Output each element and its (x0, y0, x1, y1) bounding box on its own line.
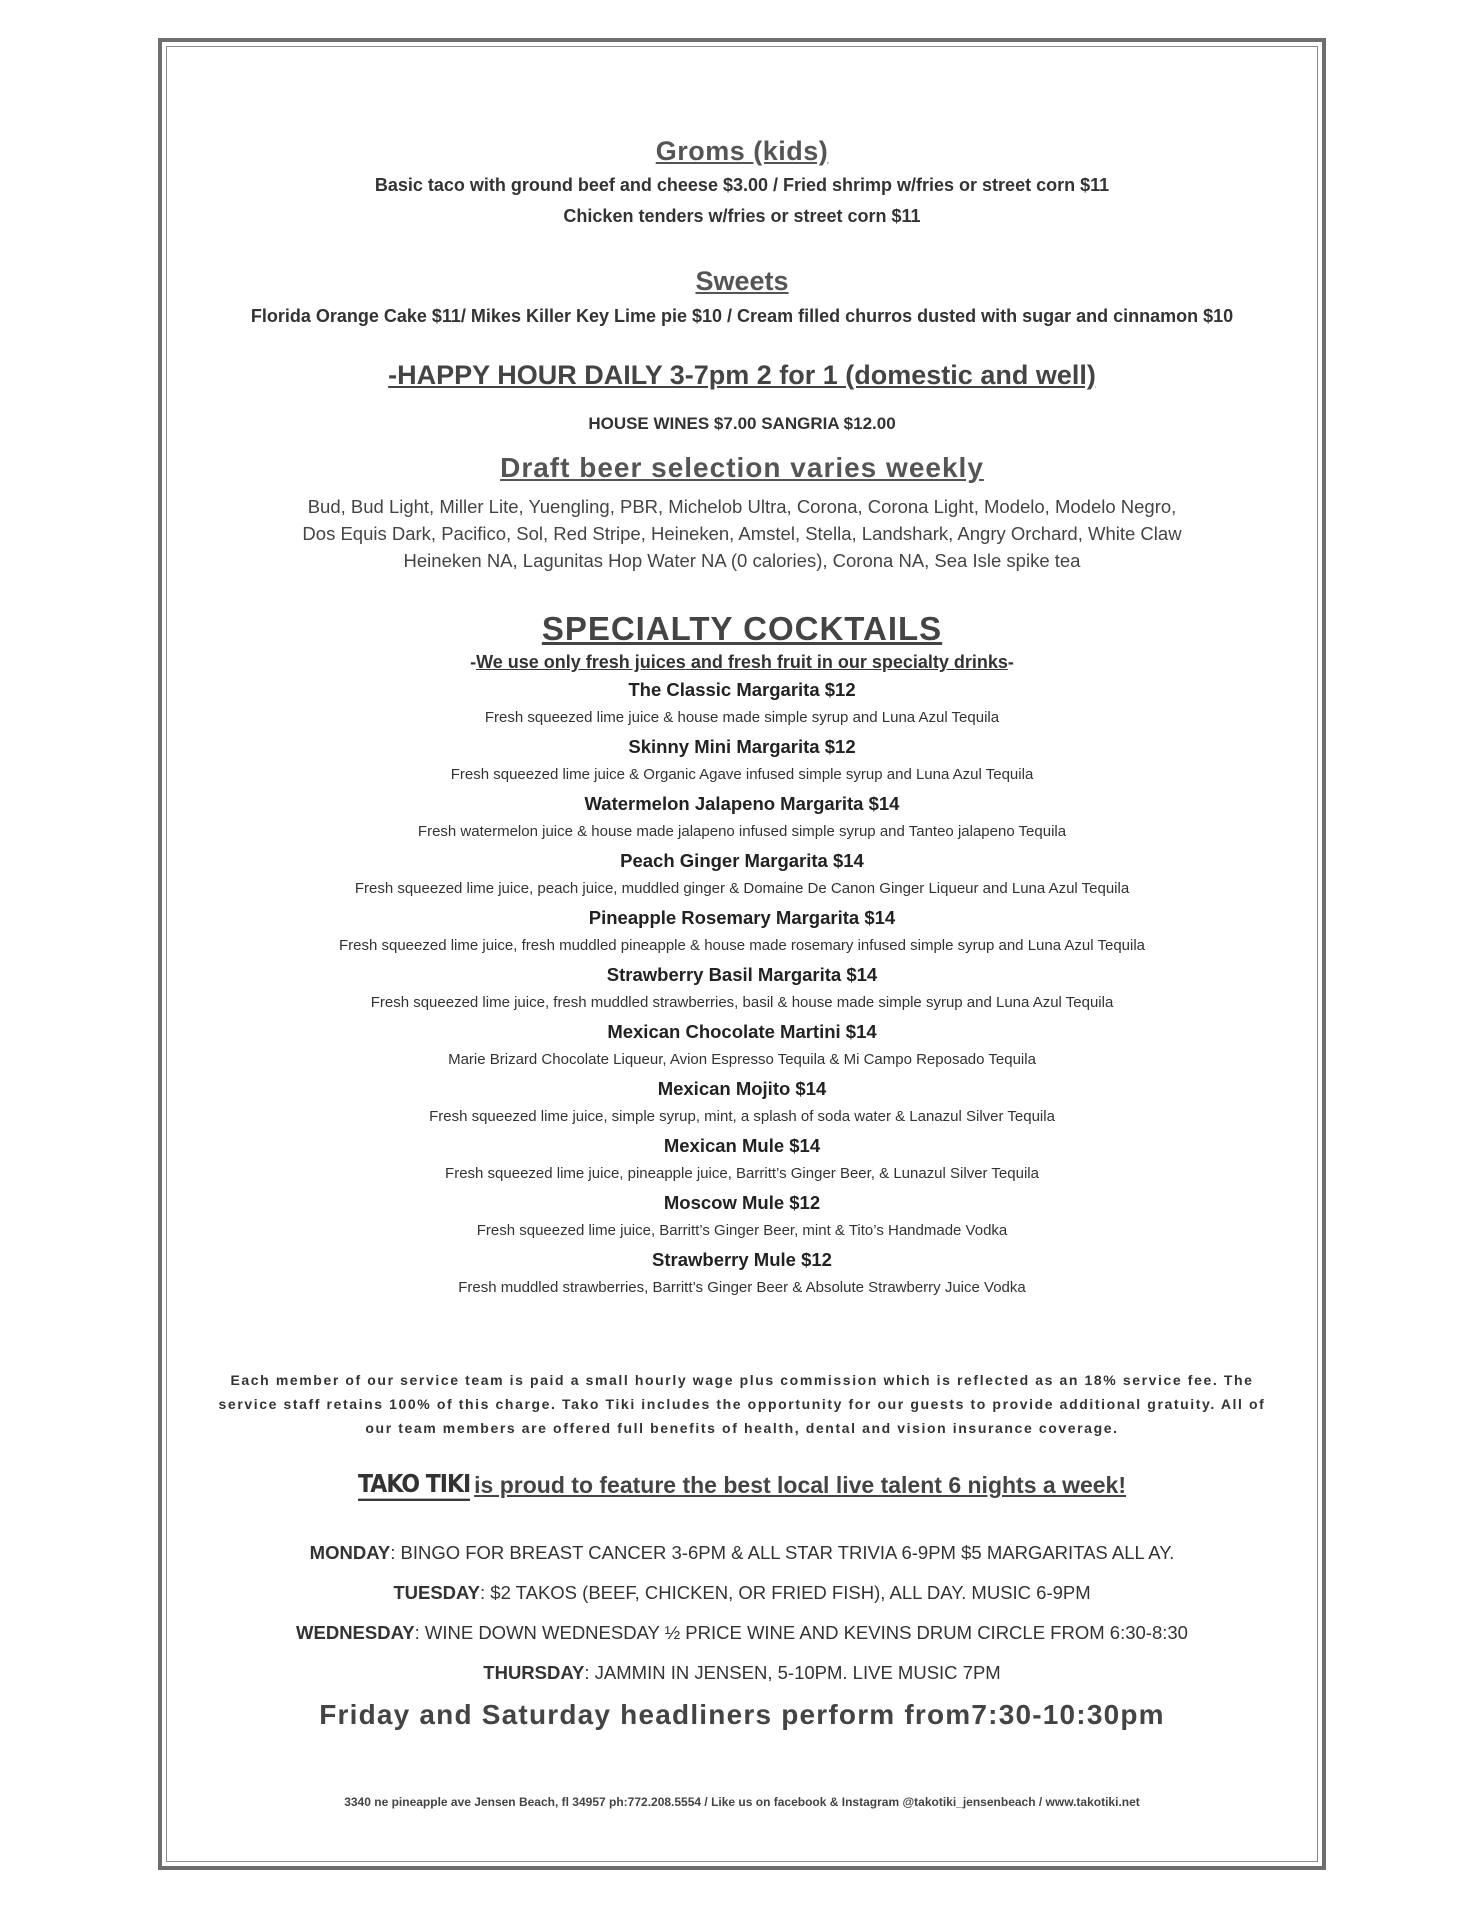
cocktail-name: Mexican Mojito $14 (657, 1078, 827, 1099)
cocktail-desc: Fresh squeezed lime juice & Organic Agave infused simple syrup and Luna Azul Tequila (450, 766, 1034, 783)
cocktail-desc: Fresh watermelon juice & house made jalapeno infused simple syrup and Tanteo jalapeno Tequila (417, 823, 1067, 840)
happy-hour-title: -HAPPY HOUR DAILY 3-7pm 2 for 1 (domestic and well) (388, 360, 1096, 390)
cocktail-name: Mexican Chocolate Martini $14 (607, 1021, 877, 1042)
day-text: : $2 TAKOS (BEEF, CHICKEN, OR FRIED FISH), ALL DAY. MUSIC 6-9PM (480, 1582, 1091, 1603)
cocktail-desc: Fresh squeezed lime juice, fresh muddled strawberries, basil & house made simple syrup and Luna Azul Tequila (370, 994, 1114, 1011)
day-label: MONDAY (309, 1542, 391, 1563)
cocktail-name: Mexican Mule $14 (663, 1135, 821, 1156)
note-underlined: We use only fresh juices (476, 652, 686, 672)
day-text: : BINGO FOR BREAST CANCER 3-6PM & ALL STAR TRIVIA 6-9PM $5 MARGARITAS ALL AY. (390, 1542, 1175, 1563)
sweets-title: Sweets (695, 266, 789, 296)
cocktail-name: Peach Ginger Margarita $14 (620, 850, 864, 871)
headliners-line: Friday and Saturday headliners perform from7:30-10:30pm (319, 1699, 1165, 1730)
draft-beer-title: Draft beer selection varies weekly (500, 452, 984, 483)
schedule-thursday (170, 1662, 1314, 1684)
tako-tiki-logo: TAKO TIKI (358, 1471, 470, 1501)
cocktail-desc: Fresh squeezed lime juice, pineapple juice, Barritt’s Ginger Beer, & Lunazul Silver Tequila (445, 1165, 1039, 1182)
cocktail-desc: Fresh squeezed lime juice, Barritt’s Ginger Beer, mint & Tito’s Handmade Vodka (476, 1222, 1008, 1239)
cocktail-desc: Fresh squeezed lime juice & house made simple syrup and Luna Azul Tequila (484, 709, 1000, 726)
note-middle: and fresh fruit in our specialty drinks (685, 652, 1008, 672)
day-label: WEDNESDAY (296, 1622, 415, 1643)
cocktail-name: Strawberry Basil Margarita $14 (606, 964, 878, 985)
house-wines-line: HOUSE WINES $7.00 SANGRIA $12.00 (588, 414, 896, 433)
cocktails-title: SPECIALTY COCKTAILS (541, 610, 943, 647)
groms-line-2: Chicken tenders w/fries or street corn $11 (563, 206, 921, 226)
draft-beer-line-2: Dos Equis Dark, Pacifico, Sol, Red Stripe, Heineken, Amstel, Stella, Landshark, Angry Orchard, White Claw (302, 523, 1182, 544)
cocktail-desc: Marie Brizard Chocolate Liqueur, Avion Espresso Tequila & Mi Campo Reposado Tequila (448, 1051, 1036, 1068)
draft-beer-line-1: Bud, Bud Light, Miller Lite, Yuengling, PBR, Michelob Ultra, Corona, Corona Light, Modelo, Modelo Negro, (307, 496, 1177, 517)
cocktail-name: Skinny Mini Margarita $12 (628, 736, 856, 757)
sweets-line: Florida Orange Cake $11/ Mikes Killer Key Lime pie $10 / Cream filled churros dusted with sugar and cinnamon $10 (250, 306, 1234, 326)
cocktail-desc: Fresh squeezed lime juice, peach juice, muddled ginger & Domaine De Canon Ginger Liqueur and Luna Azul Tequila (354, 880, 1130, 897)
day-text: : WINE DOWN WEDNESDAY ½ PRICE WINE AND KEVINS DRUM CIRCLE FROM 6:30-8:30 (414, 1622, 1188, 1643)
service-fee-line-1: Each member of our service team is paid a small hourly wage plus commission which is reflected as an 18% service fee. The (230, 1372, 1254, 1388)
groms-line-1: Basic taco with ground beef and cheese $3.00 / Fried shrimp w/fries or street corn $11 (374, 175, 1110, 195)
schedule-tuesday (170, 1582, 1314, 1604)
groms-title: Groms (kids) (655, 136, 829, 166)
cocktail-name: Moscow Mule $12 (663, 1192, 821, 1213)
day-label: TUESDAY (393, 1582, 481, 1603)
cocktail-desc: Fresh squeezed lime juice, fresh muddled pineapple & house made rosemary infused simple syrup and Luna Azul Tequila (338, 937, 1146, 954)
schedule-monday (170, 1542, 1314, 1564)
note-suffix: - (1007, 652, 1014, 672)
live-talent-text: is proud to feature the best local live talent 6 nights a week! (474, 1472, 1126, 1498)
cocktail-name: Pineapple Rosemary Margarita $14 (588, 907, 896, 928)
draft-beer-line-3: Heineken NA, Lagunitas Hop Water NA (0 calories), Corona NA, Sea Isle spike tea (403, 550, 1081, 571)
cocktail-name: Strawberry Mule $12 (652, 1249, 832, 1270)
note-prefix: - (470, 652, 477, 672)
live-talent-line (170, 1469, 1314, 1499)
cocktail-name: The Classic Margarita $12 (628, 679, 856, 700)
day-label: THURSDAY (483, 1662, 585, 1683)
service-fee-line-2: service staff retains 100% of this charge. Tako Tiki includes the opportunity for our guests to provide additional gratuity. All of (218, 1396, 1266, 1412)
schedule-wednesday (170, 1622, 1314, 1644)
cocktail-name: Watermelon Jalapeno Margarita $14 (584, 793, 900, 814)
service-fee-line-3: our team members are offered full benefits of health, dental and vision insurance coverage. (365, 1420, 1119, 1436)
day-text: : JAMMIN IN JENSEN, 5-10PM. LIVE MUSIC 7PM (584, 1662, 1001, 1683)
cocktail-desc: Fresh squeezed lime juice, simple syrup, mint, a splash of soda water & Lanazul Silver Tequila (429, 1108, 1055, 1125)
address-footer: 3340 ne pineapple ave Jensen Beach, fl 34957 ph:772.208.5554 / Like us on facebook & Instagram @takotiki_jensenbeach / www.takotiki.net (344, 1795, 1140, 1809)
fresh-juices-note (170, 652, 1314, 673)
service-fee-notice (180, 1368, 1304, 1440)
cocktail-desc: Fresh muddled strawberries, Barritt’s Ginger Beer & Absolute Strawberry Juice Vodka (458, 1279, 1026, 1296)
